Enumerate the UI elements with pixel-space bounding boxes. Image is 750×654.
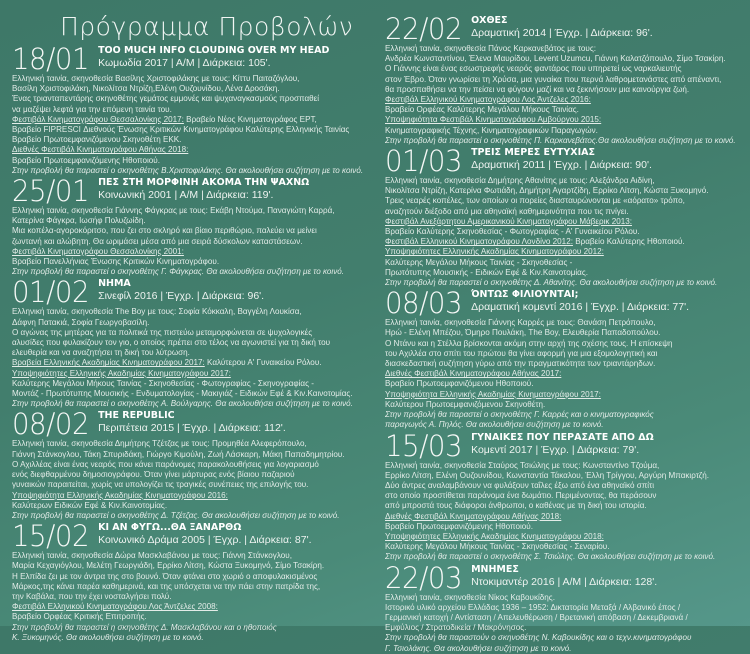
line-text: Καλύτερων Ειδικών Εφέ & Κιν.Καινοτομίας. — [12, 500, 168, 510]
entry-heading — [98, 409, 286, 435]
description-line — [385, 623, 745, 633]
entry-header — [385, 560, 745, 595]
description-line — [12, 612, 377, 622]
description-line — [385, 339, 745, 349]
line-text: παραγωγός Α. Πηλός. Θα ακολουθήσει συζήτηση με το κοινό. — [385, 420, 604, 430]
line-text: Υποψηφιότητες Ελληνικής Ακαδημίας Κινηματογράφου 2012: — [385, 247, 604, 257]
description-line — [385, 349, 745, 359]
line-text: Βραβείο Ορφέας Καλύτερης Μεγάλου Μήκους Ταινίας. — [385, 105, 579, 115]
line-text: Ερρίκο Λίτση, Ελένη Ουζουνίδου, Κωνσταντία Τάκαλου, Έλλη Τρίγγου, Αργύρη Μπακιρτζή. — [385, 470, 709, 480]
line-text: Κινηματογραφικής Τέχνης, Κινηματογραφικών Παραγωγών. — [385, 125, 598, 135]
description-line — [12, 450, 377, 460]
line-text: Στην προβολή θα παραστεί η σκηνοθέτης Δ. Μασκλαβάνου και ο ηθοποιός — [12, 622, 277, 632]
description-line — [12, 135, 377, 145]
entry-header — [12, 407, 377, 442]
line-text: Ανδρέα Κωνσταντίνου, Έλενα Μαυρίδου, Levent Uzumcu, Γιάννη Καλατζόπουλο, Σίμο Τσακίρη. — [385, 54, 726, 64]
line-text: Ελληνική ταινία, σκηνοθεσία Νίκος Καβουκίδης. — [385, 592, 555, 602]
screening-entry — [12, 44, 377, 176]
entry-body — [12, 206, 377, 277]
screening-date: 15/03 — [385, 428, 463, 463]
line-text: Γερμανική κατοχή / Αντίσταση / Απελευθέρωση / Βρετανική απόβαση / Δεκεμβριανά / — [385, 612, 688, 622]
screening-entry — [12, 277, 377, 409]
line-text: Ελληνική ταινία, σκηνοθεσία Σταύρος Τσιώλης με τους: Κωνσταντίνο Τζούμα, — [385, 460, 660, 470]
line-text: Μάρκος,της κάνει παρέα καθημερινά, και της υπόσχεται να την πάει στην πατρίδα της, — [12, 581, 321, 591]
description-line — [385, 227, 745, 237]
description-line — [12, 572, 377, 582]
film-title: ΤΡΕΙΣ ΜΕΡΕΣ ΕΥΤΥΧΙΑΣ — [471, 147, 595, 159]
description-line — [12, 94, 377, 104]
award-heading — [12, 369, 377, 379]
line-text: Ελληνική ταινία, σκηνοθεσία The Boy με τους: Σοφία Κόκκαλη, Βαγγέλη Λουκίσα, — [12, 307, 302, 317]
line-text: Στην προβολή θα παραστεί ο σκηνοθέτης Σ. Τσιώλης. Θα ακολουθήσει συζήτηση με το κοινό. — [385, 552, 716, 562]
description-line — [12, 561, 377, 571]
film-meta: Δραματική 2011 | Έγχρ. | Διάρκεια: 90'. — [471, 159, 652, 172]
film-meta: Κοινωνικό Δράμα 2005 | Έγχρ. | Διάρκεια: 87'. — [98, 534, 312, 547]
line-text: στο οποίο προστίθεται παράνομα ένα δωμάτιο. Περιμένοντας, θα περάσουν — [385, 491, 657, 501]
line-text: Ιστορικό υλικό αρχείου Ελλάδας 1936 – 1952: Δικτατορία Μεταξά / Αλβανικό έπος / — [385, 602, 681, 612]
description-line — [385, 613, 745, 623]
right-column — [385, 14, 745, 654]
line-text: Ο Γιάννης είναι ένας εσωστρεφής νεαρός φαντάρος που υπηρετεί ως ναρκαλιευτής — [385, 64, 682, 74]
right-entries — [385, 14, 745, 654]
entry-body — [385, 461, 745, 563]
line-text: Βραβείο Πρωτοεμφανιζόμενου Σκηνοθέτη ΕΚΚ. — [12, 135, 182, 145]
line-text: Ελληνική ταινία, σκηνοθεσία Δημήτρης Αθανίτης με τους: Αλεξάνδρα Αιδίνη, — [385, 176, 655, 186]
line-text: Στην προβολή θα παραστεί ο σκηνοθέτης Π. Καρκανεβάτος.Θα ακολουθήσει συζήτηση με το κοινό. — [385, 135, 736, 145]
entry-heading — [98, 277, 264, 303]
award-heading — [385, 237, 745, 247]
description-line — [385, 359, 745, 369]
description-line — [385, 379, 745, 389]
description-line — [385, 207, 745, 217]
entry-heading — [98, 44, 329, 70]
line-text: Εμφύλιος / Στρατοδικεία / Μακρόνησος. — [385, 623, 527, 633]
award-heading — [12, 115, 377, 125]
description-line — [385, 471, 745, 481]
description-line — [385, 542, 745, 552]
line-text: Ηρώ - Ελένη Μπέζου, Όμηρο Πουλάκη, The Boy, Ελευθερία Παπαδοπούλου. — [385, 328, 661, 338]
line-text: Τρεις νεαρές κοπέλες, των οποίων οι πορείες διασταυρώνονται με «αόρατο» τρόπο, — [385, 196, 685, 206]
screening-entry — [385, 560, 745, 654]
description-line — [12, 389, 377, 399]
page-title: Πρόγραμμα Προβολών — [60, 12, 354, 41]
description-line — [385, 186, 745, 196]
line-text: Καλύτερης Μεγάλου Μήκους Ταινίας - Σκηνοθεσίας - Φωτογραφίας - Σκηνογραφίας - — [12, 378, 314, 388]
film-meta: Δραματική 2014 | Έγχρ. | Διάρκεια: 96'. — [471, 27, 653, 39]
film-meta: Κοινωνική 2001 | Α/Μ | Διάρκεια: 119'. — [98, 189, 274, 202]
description-line — [12, 470, 377, 480]
line-text: Ελληνική ταινία, σκηνοθεσία Δώρα Μασκλαβάνου με τους: Γιάννη Στάνκογλου, — [12, 551, 292, 561]
line-text: να μαζέψει λεφτά για την επόμενη ταινία του. — [12, 104, 172, 114]
line-text: Υποψηφιότητες Ελληνικής Ακαδημίας Κινηματογράφου 2017: — [12, 368, 231, 378]
award-detail: Καλύτερου Α' Γυναικείου Ρόλου. — [204, 358, 322, 368]
description-line — [385, 501, 745, 511]
screening-date: 18/01 — [12, 42, 90, 76]
award-heading — [385, 247, 745, 257]
screening-note — [385, 633, 745, 643]
award-heading — [12, 358, 377, 368]
award-heading — [385, 115, 745, 125]
entry-header — [12, 275, 377, 310]
line-text: Υποψηφιότητες Ελληνικής Ακαδημίας Κινηματογράφου 2018: — [385, 531, 604, 541]
line-text: αναζητούν διέξοδο από μια αθηναϊκή καθημερινότητα που τις πνίγει. — [385, 206, 629, 216]
line-text: Ελληνική ταινία, σκηνοθεσία Δημήτρης Τζέτζας με τους: Προμηθέα Αλεφερόπουλο, — [12, 439, 307, 449]
line-text: Νικολίτσα Ντρίζη, Κατερίνα Φωτιάδη, Δημήτρη Αγαρτζίδη, Ερρίκο Λίτση, Κώστα Ξυκομηνό. — [385, 186, 709, 196]
description-line — [12, 348, 377, 358]
line-text: Ελληνική ταινία, σκηνοθεσία Βασίλης Χριστοφιλάκης με τους: Κίττυ Παιταζόγλου, — [12, 74, 300, 83]
line-text: Διεθνές Φεστιβάλ Κινηματογράφου Αθήνας 2018: — [385, 511, 562, 521]
screening-date: 15/02 — [12, 519, 90, 554]
line-text: ενός διεφθαρμένου δημοσιογράφου. Όταν γίνει μάρτυρας ενός βίαιου παζαριού — [12, 470, 295, 480]
film-meta: Κομεντί 2017 | Έγχρ. | Διάρκεια: 79'. — [471, 443, 640, 456]
line-text: αλυσίδες που φυλακίζουν τον γιο, ο οποίος πρέπει στο τέλος να αγωνιστεί για τη δική του — [12, 338, 331, 348]
screening-entry — [385, 428, 745, 563]
description-line — [12, 318, 377, 328]
line-text: Βραβείο Πρωτοεμφανιζόμενης Ηθοποιού. — [385, 521, 533, 531]
line-text: Φεστιβάλ Ελληνικού Κινηματογράφου Λονδίνο 2012: — [385, 237, 573, 247]
entry-body — [12, 551, 377, 643]
entry-body — [385, 593, 745, 654]
entry-body — [385, 176, 745, 288]
entry-body — [12, 307, 377, 409]
description-line — [385, 268, 745, 278]
entry-header — [385, 286, 745, 321]
line-text: Διεθνές Φεστιβάλ Κινηματογράφου Αθήνας 2018: — [12, 145, 189, 155]
description-line — [385, 400, 745, 410]
line-text: Υποψηφιότητα Φεστιβάλ Κινηματογράφου Αμβούργου 2015: — [385, 115, 602, 125]
line-text: Η Ελπίδα ζει με τον άντρα της στο βουνό. Όταν φτάνει στο χωριό ο αποφυλακισμένος — [12, 571, 318, 581]
award-heading — [12, 247, 377, 257]
description-line — [12, 257, 377, 267]
award-detail: Βραβείο Νέος Κινηματογράφος ΕΡΤ, — [183, 114, 317, 124]
line-text: Καλύτερης Μεγάλου Μήκους Ταινίας - Σκηνοθεσίας - — [385, 257, 573, 267]
line-text: Ένας τριανταπεντάρης σκηνοθέτης γεμάτος εμμονές και ψυχαναγκασμούς προσπαθεί — [12, 94, 320, 104]
line-text: Ελληνική ταινία, σκηνοθεσία Γιάννης Καρρές με τους: Θανάση Πετρόπουλο, — [385, 318, 656, 328]
line-text: Μαρία Κεχαγιόγλου, Μελέτη Γεωργιάδη, Ερρίκο Λίτση, Κώστα Ξυκομηνό, Σίμο Τσακίρη. — [12, 561, 325, 571]
line-text: Ελληνική ταινία, σκηνοθεσία Πάνος Καρκανεβάτος με τους: — [385, 44, 596, 53]
line-text: Μια κοπέλα-αγοροκόριτσο, που ζει στο σκληρό και βίαιο περιθώριο, παλεύει να μείνει — [12, 226, 317, 236]
film-meta: Δραματική κομεντί 2016 | Έγχρ. | Διάρκεια: 77'. — [471, 301, 690, 314]
screening-date: 25/01 — [12, 174, 90, 209]
award-heading — [12, 491, 377, 501]
line-text: Διεθνές Φεστιβάλ Κινηματογράφου Αθήνας 2017: — [385, 369, 562, 379]
entry-heading — [98, 176, 309, 202]
film-title: TOO MUCH INFO CLOUDING OVER MY HEAD — [98, 45, 330, 56]
screening-note — [12, 623, 377, 633]
line-text: Ελληνική ταινία, σκηνοθεσία Γιάννης Φάγκρας με τους: Εκάβη Ντούμα, Παναγιώτη Καρρά, — [12, 206, 335, 216]
entry-heading — [471, 563, 657, 589]
description-line — [12, 501, 377, 511]
line-text: ελευθερία και να αναζητήσει τη δική του λύτρωση. — [12, 348, 190, 358]
description-line — [12, 84, 377, 94]
description-line — [385, 85, 745, 95]
line-text: την Καβάλα, που την έχει νοσταλγήσει πολύ. — [12, 591, 172, 601]
entry-header — [12, 44, 377, 74]
line-text: Φεστιβάλ Ανεξάρτητου Αμερικανικού Κινηματογράφου Μάβερικ 2013: — [385, 216, 632, 226]
award-heading — [12, 602, 377, 612]
line-text: Βραβείο Καλύτερης Σκηνοθεσίας - Φωτογραφίας - Α' Γυναικείου Ρόλου. — [385, 227, 640, 237]
line-text: Ο Ντάνυ και η Στέλλα βρίσκονται ακόμη στην αρχή της σχέσης τους. Η επίσκεψη — [385, 338, 673, 348]
film-title: ΝΗΜΑ — [98, 278, 131, 290]
screening-entry — [385, 288, 745, 430]
screening-note — [12, 633, 377, 643]
description-line — [12, 480, 377, 490]
film-title: THE REPUBLIC — [98, 410, 175, 422]
film-title: ΠΕΣ ΣΤΗ ΜΟΡΦΙΝΗ ΑΚΟΜΑ ΤΗΝ ΨΑΧΝΩ — [98, 177, 310, 189]
description-line — [12, 328, 377, 338]
line-text: Βραβείο Πρωτοεμφανιζόμενης Ηθοποιού. — [12, 155, 160, 165]
screening-note — [385, 644, 745, 654]
entry-heading — [98, 521, 311, 547]
line-text: Υποψηφιότητα Ελληνικής Ακαδημίας Κινηματογράφου 2016: — [12, 490, 228, 500]
description-line — [385, 105, 745, 115]
description-line — [12, 105, 377, 115]
line-text: Βραβείο Πανελλήνιας Ένωσης Κριτικών Κινηματογράφου. — [12, 257, 220, 267]
award-heading — [385, 512, 745, 522]
award-heading — [385, 390, 745, 400]
line-text: Φεστιβάλ Κινηματογράφου Θεσσαλονίκης 2001: — [12, 246, 184, 256]
film-title: ΌΝΤΩΣ ΦΙΛΙΟΥΝΤΑΙ; — [471, 289, 579, 301]
line-text: Φεστιβάλ Κινηματογράφου Θεσσαλονίκης 2017: — [12, 114, 184, 124]
line-text: Στην προβολή θα παραστεί ο σκηνοθέτης Α. Βούλγαρης. Θα ακολουθήσει συζήτηση με το κοινό. — [12, 399, 353, 409]
line-text: στον Έβρο. Όταν γνωρίσει τη Χρύσα, μια γυναίκα που περνά λαθρομετανάστες από απέναντι, — [385, 74, 722, 84]
description-line — [12, 226, 377, 236]
description-line — [385, 75, 745, 85]
description-line — [385, 491, 745, 501]
film-title: ΓΥΝΑΙΚΕΣ ΠΟΥ ΠΕΡΑΣΑΤΕ ΑΠΟ ΔΩ — [471, 431, 654, 443]
entry-header — [385, 144, 745, 179]
screening-entry — [12, 409, 377, 521]
screening-date: 22/03 — [385, 560, 463, 595]
description-line — [385, 196, 745, 206]
description-line — [12, 338, 377, 348]
line-text: Ο αγώνας της μητέρας για τα πολιτικά της πιστεύω μεταμορφώνεται σε ψυχολογικές — [12, 327, 313, 337]
film-title: ΟΧΘΕΣ — [471, 15, 508, 26]
entry-heading — [471, 146, 652, 172]
screening-date: 01/03 — [385, 144, 463, 179]
line-text: Δάφνη Πατακιά, Σοφία Γεωργοβασίλη. — [12, 317, 150, 327]
line-text: Καλύτερου Πρωτοεμφανιζόμενου Σκηνοθέτη. — [385, 399, 546, 409]
description-line — [385, 522, 745, 532]
award-heading — [385, 95, 745, 105]
line-text: Στην προβολή θα παραστεί ο σκηνοθέτης Γ. Καρρές και ο κινηματογραφικός — [385, 410, 654, 420]
line-text: Ο Αχιλλέας είναι ένας νεαρός που κάνει παράνομες παρακολουθήσεις για λογαριασμό — [12, 459, 319, 469]
line-text: Βραβείο Ορφέας Κριτικής Επιτροπής. — [12, 612, 147, 622]
description-line — [385, 603, 745, 613]
description-line — [12, 125, 377, 135]
line-text: Βασίλη Χριστοφιλάκη, Νικολίτσα Ντρίζη,Ελένη Ουζουνίδου, Λένα Δροσάκη. — [12, 84, 280, 94]
description-line — [385, 126, 745, 136]
award-heading — [385, 369, 745, 379]
line-text: Στην προβολή θα παραστεί ο σκηνοθέτης Γ. Φάγκρας. Θα ακολουθήσει συζήτηση με το κοινό. — [12, 267, 345, 277]
screening-entry — [385, 14, 745, 146]
screening-date: 22/02 — [385, 12, 463, 46]
line-text: Καλύτερης Μεγάλου Μήκους Ταινίας - Σκηνοθεσίας - Σεναρίου. — [385, 542, 610, 552]
screening-entry — [12, 521, 377, 643]
award-heading — [385, 217, 745, 227]
film-meta: Ντοκιμαντέρ 2016 | Α/Μ | Διάρκεια: 128'. — [471, 575, 658, 588]
line-text: από μπροστά τους διάφοροι άνθρωποι, ο καθένας με τη δική του ιστορία. — [385, 501, 647, 511]
description-line — [385, 328, 745, 338]
screening-date: 08/03 — [385, 286, 463, 321]
entry-heading — [471, 288, 689, 314]
screening-entry — [12, 176, 377, 277]
entry-body — [12, 439, 377, 521]
description-line — [12, 592, 377, 602]
line-text: Φεστιβάλ Ελληνικού Κινηματογράφου Λος Άντζελες 2008: — [12, 602, 218, 612]
entry-body — [385, 44, 745, 146]
line-text: Υποψηφιότητα Ελληνικής Ακαδημίας Κινηματογράφου 2017: — [385, 389, 601, 399]
line-text: Κατερίνα Φάγκρα, Ιωσήφ Πολυζωίδη. — [12, 216, 146, 226]
line-text: του Αχιλλέα στο σπίτι του πρώτου θα γίνει αφορμή για μια εξομολογητική και — [385, 348, 658, 358]
award-heading — [12, 145, 377, 155]
entry-body — [12, 74, 377, 176]
line-text: θα προσπαθήσει να την πείσει να φύγουν μαζί και να ξεκινήσουν μια καινούργια ζωή. — [385, 84, 690, 94]
line-text: Στην προβολή θα παραστούν ο σκηνοθέτης Ν. Καβουκίδης και ο τεχν.κινηματογράφου — [385, 633, 692, 643]
line-text: Γιάννη Στάνκογλου, Τάκη Σπυριδάκη, Γιώργο Κιμούλη, Ζωή Λάσκαρη, Μάκη Παπαδημητρίου. — [12, 449, 345, 459]
screening-entry — [385, 146, 745, 288]
screening-note — [385, 410, 745, 420]
left-column — [12, 0, 377, 643]
left-entries — [12, 44, 377, 643]
entry-body — [385, 318, 745, 430]
award-heading — [385, 532, 745, 542]
line-text: Κ. Ξυκομηνός. Θα ακολουθήσει συζήτηση με το κοινό. — [12, 632, 204, 642]
film-title: ΜΝΗΜΕΣ — [471, 563, 519, 575]
description-line — [12, 582, 377, 592]
line-text: Στην προβολή θα παραστεί ο σκηνοθέτης Δ. Αθανίτης. Θα ακολουθήσει συζήτηση με το κοινό. — [385, 278, 718, 288]
description-line — [12, 460, 377, 470]
film-meta: Κωμωδία 2017 | Α/Μ | Διάρκεια: 105'. — [98, 57, 271, 69]
line-text: Πρωτότυπης Μουσικής - Ειδικών Εφέ & Κιν.Καινοτομίας. — [385, 267, 588, 277]
line-text: Μοντάζ - Πρωτότυπης Μουσικής - Ενδυματολογίας - Μακιγιάζ - Ειδικών Εφέ & Κιν.Καινοτομίας. — [12, 389, 353, 399]
line-text: Στην προβολή θα παραστεί ο σκηνοθέτης Β.Χριστοφιλάκης. Θα ακολουθήσει συζήτηση με το κοινό. — [12, 165, 364, 175]
entry-header — [12, 174, 377, 209]
entry-header — [385, 428, 745, 463]
entry-heading — [471, 14, 653, 40]
line-text: γυναικών παραιτείται, χωρίς να υπολογίζει τις τραγικές συνέπειες της επιλογής του. — [12, 480, 309, 490]
entry-heading — [471, 431, 654, 457]
line-text: Φεστιβάλ Ελληνικού Κινηματογράφου Λος Άντζελες 2016: — [385, 95, 591, 105]
description-line — [12, 379, 377, 389]
description-line — [12, 216, 377, 226]
description-line — [12, 156, 377, 166]
line-text: ζωντανή και αλώβητη. Θα ωριμάσει μέσα από μια σειρά δύσκολων καταστάσεων. — [12, 236, 303, 246]
film-title: ΚΙ ΑΝ ΦΥΓΩ...ΘΑ ΞΑΝΑΡΘΩ — [98, 522, 242, 534]
entry-header — [12, 519, 377, 554]
line-text: Γ. Τσιολάκης. Θα ακολουθήσει συζήτηση με το κοινό. — [385, 643, 572, 653]
line-text: διασκεδαστική συζήτηση γύρω από την πραγματικότητα των τριαντάρηδων. — [385, 359, 656, 369]
screening-date: 01/02 — [12, 275, 90, 310]
entry-header — [385, 14, 745, 44]
award-detail: Βραβείο Καλύτερης Ηθοποιού. — [572, 237, 685, 247]
description-line — [12, 237, 377, 247]
film-meta: Περιπέτεια 2015 | Έγχρ. | Διάρκεια: 112'. — [98, 422, 286, 435]
line-text: Βραβεία Ελληνικής Ακαδημίας Κινηματογράφου 2017: — [12, 358, 205, 368]
description-line — [385, 64, 745, 74]
description-line — [385, 481, 745, 491]
line-text: Βραβείο FIPRESCI Διεθνούς Ένωσης Κριτικών Κινηματογράφου Καλύτερης Ελληνικής Ταινίας — [12, 125, 350, 135]
film-meta: Σινεφίλ 2016 | Έγχρ. | Διάρκεια: 96'. — [98, 290, 265, 303]
line-text: Στην προβολή θα παραστεί ο σκηνοθέτης Δ. Τζέτζας. Θα ακολουθήσει συζήτηση με το κοινό. — [12, 510, 340, 520]
line-text: Δύο άντρες αναλαμβάνουν να φυλάξουν ταΐλες έξω από ένα αθηναϊκό σπίτι — [385, 480, 655, 490]
description-line — [385, 258, 745, 268]
line-text: Βραβείο Πρωτοεμφανιζόμενου Ηθοποιού. — [385, 379, 534, 389]
description-line — [385, 54, 745, 64]
screening-date: 08/02 — [12, 407, 90, 442]
